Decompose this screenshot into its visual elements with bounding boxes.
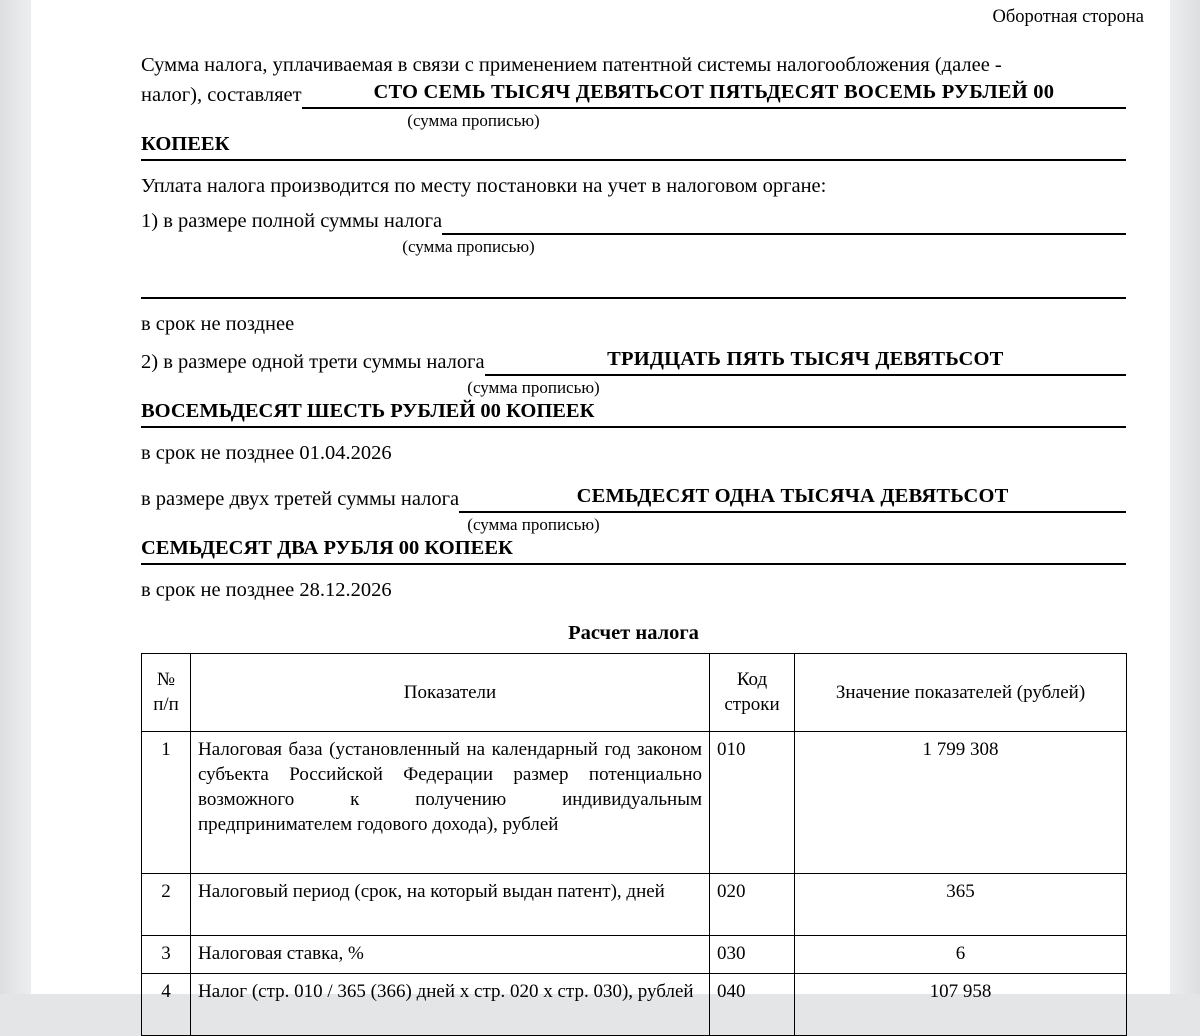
intro-amount-words-field[interactable]: СТО СЕМЬ ТЫСЯЧ ДЕВЯТЬСОТ ПЯТЬДЕСЯТ ВОСЕМЬ РУБЛЕЙ 00 [302, 79, 1126, 109]
payment-intro-text: Уплата налога производится по месту постановки на учет в налоговом органе: [141, 175, 827, 197]
option2-amount-caption: (сумма прописью) [467, 378, 600, 397]
column-header-code-line2: строки [724, 694, 780, 715]
option3-amount-caption: (сумма прописью) [467, 515, 600, 534]
row-code: 040 [710, 974, 795, 1036]
intro-line-1: Сумма налога, уплачиваемая в связи с применением патентной системы налогообложения (далее - [141, 54, 1002, 76]
option2-amount-row [141, 346, 1126, 376]
option3-amount-words-field[interactable]: СЕМЬДЕСЯТ ОДНА ТЫСЯЧА ДЕВЯТЬСОТ [459, 483, 1126, 513]
column-header-code [710, 654, 795, 732]
option3-amount-row [141, 483, 1126, 513]
option2-amount-words-continuation[interactable]: ВОСЕМЬДЕСЯТ ШЕСТЬ РУБЛЕЙ 00 КОПЕЕК [141, 398, 1126, 428]
option1-amount-row [141, 208, 1126, 235]
row-indicator: Налоговая ставка, % [191, 936, 710, 974]
row-code: 010 [710, 732, 795, 874]
table-row [142, 974, 1127, 1036]
row-code: 020 [710, 874, 795, 936]
option3-label: в размере двух третей суммы налога [141, 488, 460, 510]
column-header-number [142, 654, 191, 732]
column-header-value: Значение показателей (рублей) [795, 654, 1127, 732]
option1-deadline: в срок не позднее [141, 313, 295, 335]
intro-amount-row [141, 79, 1126, 109]
option2-deadline: в срок не позднее 01.04.2026 [141, 442, 392, 464]
intro-amount-label: налог), составляет [141, 84, 302, 106]
intro-amount-caption: (сумма прописью) [407, 111, 540, 130]
option1-label: 1) в размере полной суммы налога [141, 210, 443, 232]
row-code: 030 [710, 936, 795, 974]
page-gutter-right [1170, 0, 1200, 994]
option2-label: 2) в размере одной трети суммы налога [141, 351, 485, 373]
table-row [142, 874, 1127, 936]
table-row [142, 936, 1127, 974]
row-number: 4 [142, 974, 191, 1036]
table-header-row [142, 654, 1127, 732]
option1-amount-caption: (сумма прописью) [402, 237, 535, 256]
option1-amount-words-field[interactable] [442, 232, 1126, 235]
column-header-number-line1: № [156, 669, 176, 690]
row-indicator: Налоговый период (срок, на который выдан патент), дней [191, 874, 710, 936]
column-header-indicator: Показатели [191, 654, 710, 732]
calculation-title: Расчет налога [568, 622, 699, 644]
row-number: 2 [142, 874, 191, 936]
row-value[interactable]: 6 [795, 936, 1127, 974]
row-number: 3 [142, 936, 191, 974]
document-body [141, 52, 1126, 1036]
option2-amount-words-field[interactable]: ТРИДЦАТЬ ПЯТЬ ТЫСЯЧ ДЕВЯТЬСОТ [485, 346, 1126, 376]
column-header-number-line2: п/п [153, 694, 179, 715]
row-number: 1 [142, 732, 191, 874]
table-row [142, 732, 1127, 874]
row-indicator: Налоговая база (установленный на календарный год законом субъекта Российской Федерации размер потенциально возможного к получению индивидуальным предпринимателем годового дохода), рублей [191, 732, 710, 874]
option3-deadline: в срок не позднее 28.12.2026 [141, 579, 392, 601]
row-value[interactable]: 365 [795, 874, 1127, 936]
row-indicator: Налог (стр. 010 / 365 (366) дней х стр. 020 х стр. 030), рублей [191, 974, 710, 1036]
option3-amount-words-continuation[interactable]: СЕМЬДЕСЯТ ДВА РУБЛЯ 00 КОПЕЕК [141, 535, 1126, 565]
row-value[interactable]: 1 799 308 [795, 732, 1127, 874]
option1-amount-words-continuation[interactable] [141, 269, 1126, 299]
intro-amount-words-continuation[interactable]: КОПЕЕК [141, 131, 1126, 161]
document-page [31, 0, 1170, 1002]
page-header-label: Оборотная сторона [992, 7, 1144, 27]
column-header-code-line1: Код [736, 669, 768, 690]
row-value[interactable]: 107 958 [795, 974, 1127, 1036]
page-gutter-left [0, 0, 31, 994]
tax-calculation-table [141, 653, 1127, 1036]
